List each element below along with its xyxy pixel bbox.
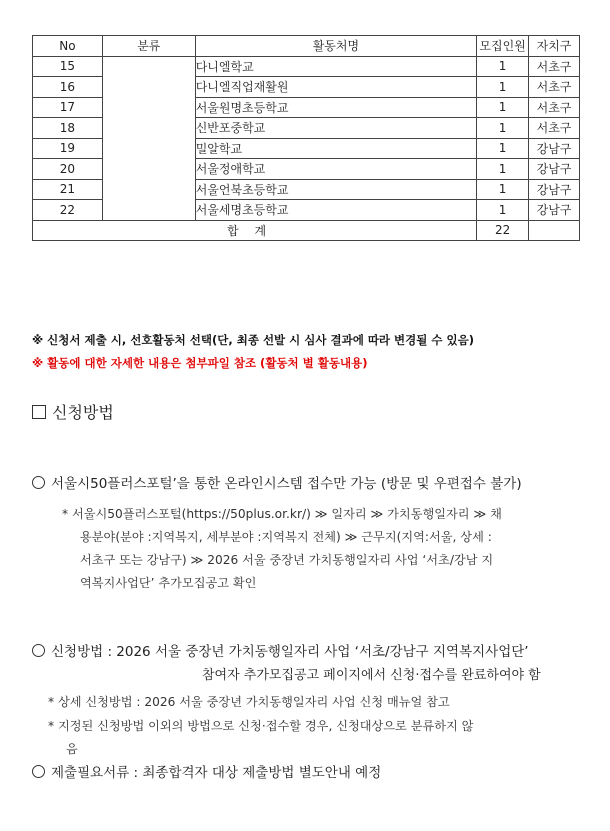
row-count: 1 xyxy=(477,200,529,221)
selection-note: ※ 신청서 제출 시, 선호활동처 선택(단, 최종 선발 시 심사 결과에 따라 변경될 수 있음) xyxy=(32,333,474,347)
row-district: 강남구 xyxy=(529,159,580,180)
table-row xyxy=(33,56,580,77)
row-no: 22 xyxy=(33,200,103,221)
online-sub-list xyxy=(62,503,502,595)
total-label: 합계 xyxy=(33,220,477,241)
online-item xyxy=(32,472,522,492)
method-sub-warning-cont: 음 xyxy=(66,742,78,756)
total-row xyxy=(33,220,580,241)
table-header-row xyxy=(33,36,580,57)
row-place: 서울언북초등학교 xyxy=(195,179,476,200)
row-count: 1 xyxy=(477,97,529,118)
row-place: 서울원명초등학교 xyxy=(195,97,476,118)
row-no: 20 xyxy=(33,159,103,180)
row-count: 1 xyxy=(477,159,529,180)
row-place: 다니엘학교 xyxy=(195,56,476,77)
online-sub-line: 서초구 또는 강남구) ≫ 2026 서울 중장년 가치동행일자리 사업 ‘서초/강남 지 xyxy=(80,553,494,567)
docs-item xyxy=(32,761,381,781)
row-district: 강남구 xyxy=(529,200,580,221)
row-place: 밀알학교 xyxy=(195,138,476,159)
row-place: 신반포중학교 xyxy=(195,118,476,139)
method-item xyxy=(32,640,529,660)
header-no: No xyxy=(33,36,103,57)
square-bullet-icon xyxy=(32,405,46,419)
method-text: 신청방법 : 2026 서울 중장년 가치동행일자리 사업 ‘서초/강남구 지역복지사업단’ xyxy=(51,644,529,660)
row-district: 서초구 xyxy=(529,77,580,98)
total-empty-cell xyxy=(529,220,580,241)
header-category: 분류 xyxy=(102,36,195,57)
row-place: 서울정애학교 xyxy=(195,159,476,180)
circle-bullet-icon xyxy=(32,765,45,778)
circle-bullet-icon xyxy=(32,476,45,489)
row-district: 강남구 xyxy=(529,179,580,200)
header-count: 모집인원 xyxy=(477,36,529,57)
row-no: 21 xyxy=(33,179,103,200)
row-place: 다니엘직업재활원 xyxy=(195,77,476,98)
row-district: 서초구 xyxy=(529,56,580,77)
section-title: 신청방법 xyxy=(52,403,114,422)
row-no: 17 xyxy=(33,97,103,118)
header-district: 자치구 xyxy=(529,36,580,57)
total-count: 22 xyxy=(477,220,529,241)
docs-text: 제출필요서류 : 최종합격자 대상 제출방법 별도안내 예정 xyxy=(51,765,382,781)
row-count: 1 xyxy=(477,138,529,159)
row-district: 강남구 xyxy=(529,138,580,159)
online-sub-line: 역복지사업단’ 추가모집공고 확인 xyxy=(80,576,257,590)
row-no: 18 xyxy=(33,118,103,139)
method-sub-detail: * 상세 신청방법 : 2026 서울 중장년 가치동행일자리 사업 신청 매뉴얼 참고 xyxy=(48,695,450,709)
online-sub-line: * 서울시50플러스포털(https://50plus.or.kr/) ≫ 일자리 ≫ 가치동행일자리 ≫ 채 xyxy=(62,507,502,521)
row-district: 서초구 xyxy=(529,97,580,118)
online-sub-line: 용분야(분야 :지역복지, 세부분야 :지역복지 전체) ≫ 근무지(지역:서울, 상세 : xyxy=(80,530,492,544)
row-count: 1 xyxy=(477,179,529,200)
row-no: 19 xyxy=(33,138,103,159)
row-district: 서초구 xyxy=(529,118,580,139)
category-cell xyxy=(102,56,195,220)
attachment-note: ※ 활동에 대한 자세한 내용은 첨부파일 참조 (활동처 별 활동내용) xyxy=(32,356,368,370)
circle-bullet-icon xyxy=(32,644,45,657)
online-text: 서울시50플러스포털’을 통한 온라인시스템 접수만 가능 (방문 및 우편접수 불가) xyxy=(51,476,522,492)
row-count: 1 xyxy=(477,56,529,77)
method-continuation: 참여자 추가모집공고 페이지에서 신청·접수를 완료하여야 함 xyxy=(202,668,541,683)
row-no: 15 xyxy=(33,56,103,77)
recruitment-table xyxy=(32,35,580,241)
row-no: 16 xyxy=(33,77,103,98)
section-heading xyxy=(32,400,114,423)
row-place: 서울세명초등학교 xyxy=(195,200,476,221)
header-place: 활동처명 xyxy=(195,36,476,57)
row-count: 1 xyxy=(477,77,529,98)
method-sub-warning: * 지정된 신청방법 이외의 방법으로 신청·접수할 경우, 신청대상으로 분류하지 않 xyxy=(48,719,474,733)
row-count: 1 xyxy=(477,118,529,139)
